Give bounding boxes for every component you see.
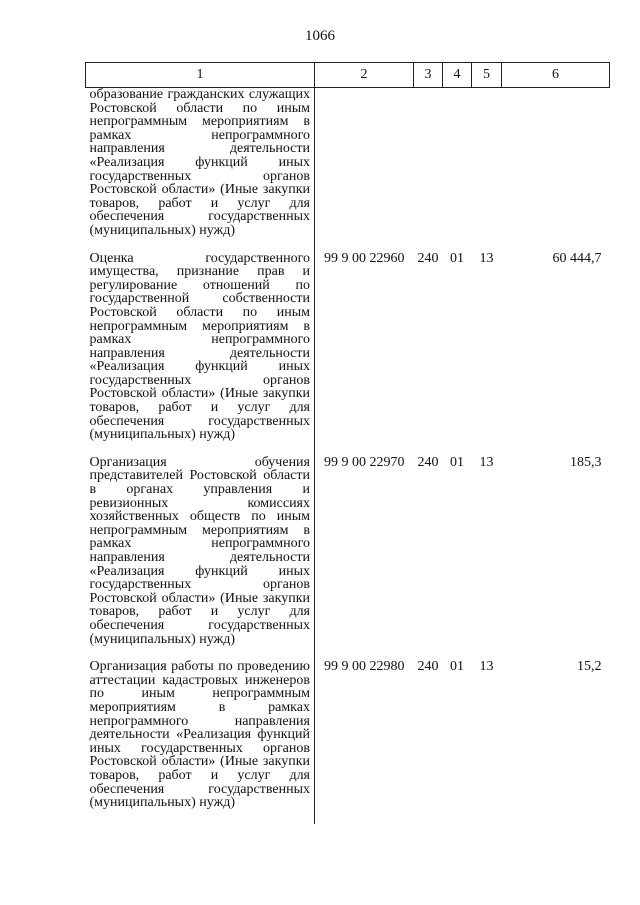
row-expense-type: 240 <box>417 659 439 675</box>
page-number: 1066 <box>305 28 335 44</box>
row-amount <box>502 88 610 252</box>
row-description: образование гражданских служащих Ростовской области по иным непрограммным мероприятиям в рамках непрограммного направления деятельности «Реализация функций иных государственных органов Ростовской области» (Иные закупки товаров, работ и услуг для обеспечения государственных (муниципальных) нужд) <box>86 88 315 252</box>
row-section: 01 <box>450 659 464 675</box>
row-section <box>443 88 472 252</box>
row-subsection <box>472 88 502 252</box>
row-section: 01 <box>450 454 464 470</box>
table-row <box>86 660 610 824</box>
row-target-code <box>315 88 414 252</box>
column-header: 6 <box>502 63 610 88</box>
row-section: 01 <box>450 250 464 266</box>
row-description: Организация обучения представителей Ростовской области в органах управления и ревизионных комиссиях хозяйственных обществ по иным непрограммным мероприятиям в рамках непрограммного направления деятельности «Реализация функций иных государственных органов Ростовской области» (Иные закупки товаров, работ и услуг для обеспечения государственных (муниципальных) нужд) <box>86 456 315 660</box>
column-header: 2 <box>315 63 414 88</box>
row-description: Организация работы по проведению аттестации кадастровых инженеров по иным непрограммным мероприятиям в рамках непрограммного направления деятельности «Реализация функций иных государственных органов Ростовской области» (Иные закупки товаров, работ и услуг для обеспечения государственных (муниципальных) нужд) <box>86 660 315 824</box>
row-expense-type: 240 <box>417 250 439 266</box>
row-target-code: 99 9 00 22980 <box>324 659 405 675</box>
row-subsection: 13 <box>479 250 494 266</box>
row-target-code: 99 9 00 22960 <box>324 250 405 266</box>
row-description: Оценка государственного имущества, признание прав и регулирование отношений по государственной собственности Ростовской области по иным непрограммным мероприятиям в рамках непрограммного направления деятельности «Реализация функций иных государственных органов Ростовской области» (Иные закупки товаров, работ и услуг для обеспечения государственных (муниципальных) нужд) <box>86 252 315 456</box>
row-expense-type: 240 <box>417 454 439 470</box>
column-header: 5 <box>472 63 502 88</box>
row-subsection: 13 <box>479 454 494 470</box>
column-header: 3 <box>414 63 443 88</box>
column-header: 1 <box>86 63 315 88</box>
row-amount: 60 444,7 <box>552 250 602 266</box>
row-subsection: 13 <box>479 659 494 675</box>
row-expense-type <box>414 88 443 252</box>
row-target-code: 99 9 00 22970 <box>324 454 405 470</box>
row-amount: 15,2 <box>577 659 602 675</box>
budget-table <box>85 62 610 824</box>
table-row <box>86 88 610 252</box>
table-header-row <box>86 63 610 88</box>
row-amount: 185,3 <box>570 454 602 470</box>
table-row <box>86 252 610 456</box>
table-row <box>86 456 610 660</box>
column-header: 4 <box>443 63 472 88</box>
